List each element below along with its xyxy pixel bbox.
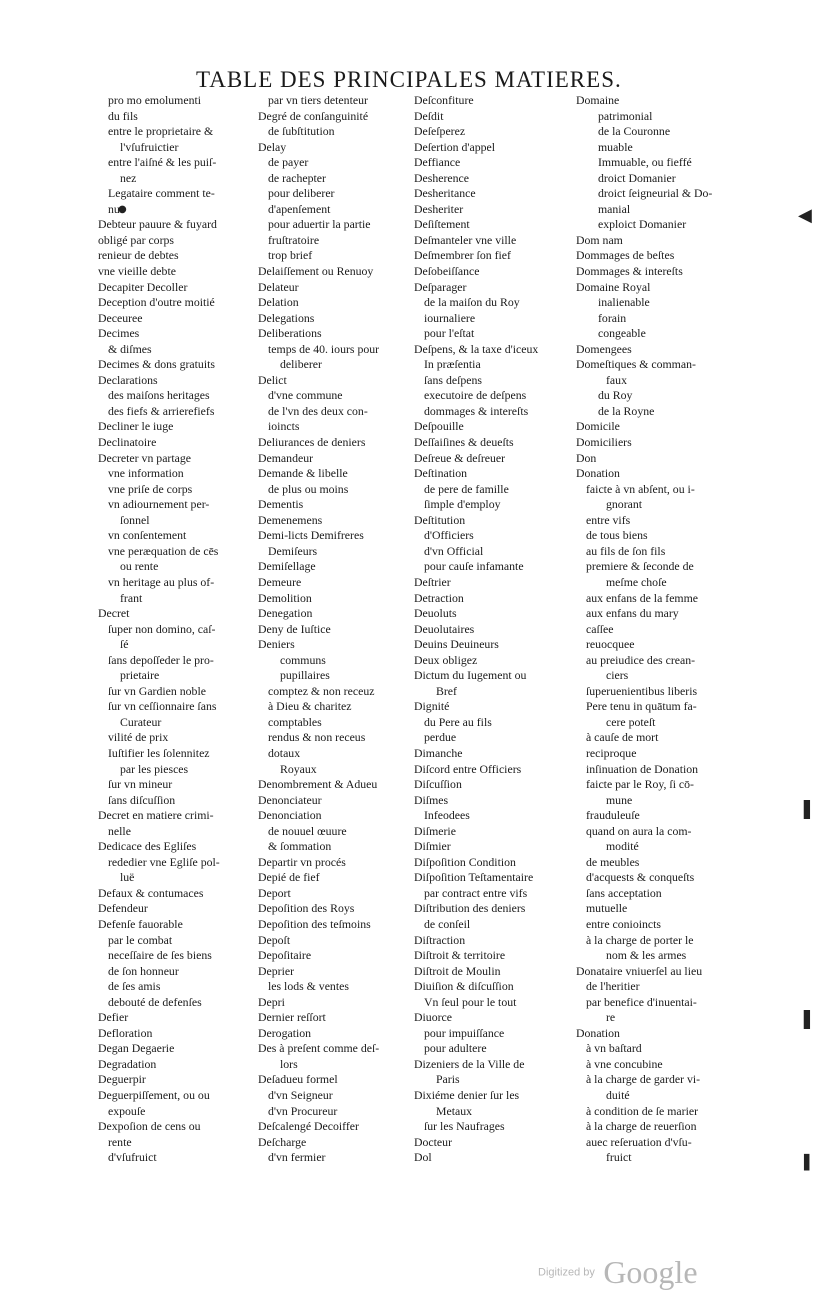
index-entry: par le combat xyxy=(108,932,173,947)
index-entry: Domengees xyxy=(576,341,632,356)
index-entry: rente xyxy=(108,1134,132,1149)
index-entry: Deſcharge xyxy=(258,1134,307,1149)
index-entry: du fils xyxy=(108,108,138,123)
index-entry: Deſiſtement xyxy=(414,217,470,232)
index-entry: nez xyxy=(120,170,137,185)
index-entry: Infeodees xyxy=(424,808,470,823)
index-entry: d'vſufruict xyxy=(108,1150,157,1165)
index-entry: par contract entre vifs xyxy=(424,885,528,900)
index-entry: ſans acceptation xyxy=(586,885,662,900)
index-entry: de l'heritier xyxy=(586,979,640,994)
index-entry: Denombrement & Adueu xyxy=(258,777,378,792)
index-entry: Demi-licts Demifreres xyxy=(258,528,364,543)
index-entry: Dizeniers de la Ville de xyxy=(414,1056,525,1071)
index-entry: Deſertion d'appel xyxy=(414,139,496,154)
index-entry: d'Officiers xyxy=(424,528,474,543)
index-entry: d'vn Official xyxy=(424,543,484,558)
index-entry: Depoſt xyxy=(258,932,291,947)
index-entry: Deſtitution xyxy=(414,512,466,527)
index-entry: pour adultere xyxy=(424,1041,487,1056)
index-entry: pro mo emolumenti xyxy=(108,93,202,107)
index-entry: ſur vn Gardien noble xyxy=(108,683,206,698)
index-entry: Domaine Royal xyxy=(576,279,651,294)
index-entry: Diſtribution des deniers xyxy=(414,901,526,916)
index-entry: comptables xyxy=(268,714,322,729)
index-entry: Diſcord entre Officiers xyxy=(414,761,522,776)
index-entry: frauduleuſe xyxy=(586,808,640,823)
index-entry: Delict xyxy=(258,372,287,387)
margin-mark-right: ▌ xyxy=(804,1155,815,1171)
index-entry: de la Royne xyxy=(598,403,655,418)
index-entry: Dommages de beſtes xyxy=(576,248,675,263)
index-entry: vn heritage au plus of- xyxy=(108,574,215,589)
index-entry: rededier vne Egliſe pol- xyxy=(108,854,220,869)
index-column-2 xyxy=(258,93,413,1166)
index-entry: ſans diſcuſſion xyxy=(108,792,176,807)
index-entry: Deny de Iuſtice xyxy=(258,621,331,636)
index-entry: de l'vn des deux con- xyxy=(268,403,368,418)
index-entry: Degradation xyxy=(98,1056,157,1071)
index-entry: Delation xyxy=(258,295,299,310)
index-entry: ſans depoſſeder le pro- xyxy=(108,652,214,667)
index-entry: Denonciation xyxy=(258,808,322,823)
index-entry: & diſmes xyxy=(108,341,152,356)
index-entry: d'acquests & conqueſts xyxy=(586,870,695,885)
index-entry: dommages & intereſts xyxy=(424,403,529,418)
index-entry: Iuſtifier les ſolennitez xyxy=(108,745,210,760)
index-entry: pour l'eſtat xyxy=(424,326,475,341)
index-entry: Delegations xyxy=(258,310,315,325)
index-entry: Declarations xyxy=(98,372,158,387)
index-entry: au fils de ſon fils xyxy=(586,543,666,558)
index-entry: aux enfans de la femme xyxy=(586,590,699,605)
index-entry: entre conioincts xyxy=(586,916,662,931)
index-entry: reuocquee xyxy=(586,637,635,652)
index-entry: quand on aura la com- xyxy=(586,823,692,838)
index-entry: Decimes xyxy=(98,326,140,341)
index-entry: ciers xyxy=(606,668,629,683)
index-entry: lors xyxy=(280,1056,298,1071)
index-entry: duité xyxy=(606,1088,630,1102)
index-entry: In præſentia xyxy=(424,357,481,372)
index-entry: Deliurances de deniers xyxy=(258,435,366,450)
index-entry: ſimple d'employ xyxy=(424,497,501,512)
index-entry: Legataire comment te- xyxy=(108,186,215,201)
index-entry: Dixiéme denier ſur les xyxy=(414,1088,520,1102)
index-entry: ſuperuenientibus liberis xyxy=(586,683,698,698)
index-entry: d'vn Procureur xyxy=(268,1103,338,1118)
index-entry: Diuorce xyxy=(414,1010,452,1025)
index-entry: Delaiſſement ou Renuoy xyxy=(258,264,374,279)
index-entry: pupillaires xyxy=(280,668,330,683)
index-entry: mune xyxy=(606,792,633,807)
index-entry: Donataire vniuerſel au lieu xyxy=(576,963,703,978)
index-entry: de pere de famille xyxy=(424,481,509,496)
index-entry: iournaliere xyxy=(424,310,476,325)
index-entry: nom & les armes xyxy=(606,948,687,963)
index-entry: Demandeur xyxy=(258,450,314,465)
index-entry: pour cauſe infamante xyxy=(424,559,524,574)
index-entry: Declinatoire xyxy=(98,435,157,450)
index-entry: Deſmanteler vne ville xyxy=(414,232,517,247)
index-entry: nelle xyxy=(108,823,131,838)
index-entry: Deprier xyxy=(258,963,295,978)
index-entry: aux enfans du mary xyxy=(586,606,679,621)
index-entry: reciproque xyxy=(586,745,637,760)
index-entry: du Pere au fils xyxy=(424,714,492,729)
index-entry: caſſee xyxy=(586,621,614,636)
index-entry: Deſconfiture xyxy=(414,93,474,107)
index-entry: Pere tenu in quātum fa- xyxy=(586,699,697,714)
index-entry: Derogation xyxy=(258,1025,312,1040)
index-entry: Debteur pauure & fuyard xyxy=(98,217,217,232)
index-entry: Don xyxy=(576,450,597,465)
index-entry: Dignité xyxy=(414,699,450,714)
index-entry: des fiefs & arrierefiefs xyxy=(108,403,215,418)
index-entry: Decret en matiere crimi- xyxy=(98,808,214,823)
index-entry: muable xyxy=(598,139,633,154)
margin-mark-right: ◀ xyxy=(798,205,812,226)
index-entry: Deport xyxy=(258,885,291,900)
index-entry: Deſpouille xyxy=(414,419,464,434)
index-entry: d'vn Seigneur xyxy=(268,1088,333,1102)
index-entry: vilité de prix xyxy=(108,730,169,745)
index-entry: trop brief xyxy=(268,248,313,263)
index-entry: modité xyxy=(606,839,639,854)
index-entry: vne vieille debte xyxy=(98,264,176,279)
index-entry: ſur les Naufrages xyxy=(424,1119,505,1134)
index-entry: à la charge de garder vi- xyxy=(586,1072,701,1087)
index-entry: faicte à vn abſent, ou i- xyxy=(586,481,695,496)
index-entry: Deſtrier xyxy=(414,574,451,589)
index-entry: de ſes amis xyxy=(108,979,161,994)
index-entry: à la charge de porter le xyxy=(586,932,694,947)
index-entry: ioincts xyxy=(268,419,300,434)
index-entry: Royaux xyxy=(280,761,317,776)
index-entry: Diſpoſition Teſtamentaire xyxy=(414,870,534,885)
index-entry: de nouuel œuure xyxy=(268,823,347,838)
index-entry: Deſadueu formel xyxy=(258,1072,338,1087)
index-entry: Degan Degaerie xyxy=(98,1041,175,1056)
index-entry: vne information xyxy=(108,466,184,481)
index-entry: d'vne commune xyxy=(268,388,343,403)
index-entry: de conſeil xyxy=(424,916,471,931)
index-entry: Deſdit xyxy=(414,108,444,123)
index-entry: fruſtratoire xyxy=(268,232,320,247)
index-entry: comptez & non receuz xyxy=(268,683,375,698)
index-entry: de tous biens xyxy=(586,528,648,543)
index-entry: par les piesces xyxy=(120,761,189,776)
index-entry: Deffiance xyxy=(414,155,461,170)
index-entry: Depoſition des Roys xyxy=(258,901,355,916)
index-entry: Diſcuſſion xyxy=(414,777,462,792)
index-entry: au preiudice des crean- xyxy=(586,652,696,667)
index-entry: à vne concubine xyxy=(586,1056,663,1071)
index-entry: des maiſons heritages xyxy=(108,388,210,403)
index-entry: Immuable, ou fieffé xyxy=(598,155,692,170)
index-entry: entre l'aiſné & les puiſ- xyxy=(108,155,217,170)
index-entry: Desheriter xyxy=(414,201,464,216)
index-entry: debouté de defenſes xyxy=(108,994,202,1009)
index-entry: Donation xyxy=(576,466,620,481)
index-entry: Deguerpir xyxy=(98,1072,146,1087)
index-entry: congeable xyxy=(598,326,646,341)
index-entry: communs xyxy=(280,652,326,667)
index-entry: manial xyxy=(598,201,631,216)
index-entry: Donation xyxy=(576,1025,620,1040)
index-entry: renieur de debtes xyxy=(98,248,179,263)
ink-mark: ● xyxy=(118,204,127,215)
index-entry: les lods & ventes xyxy=(268,979,349,994)
index-entry: du Roy xyxy=(598,388,633,403)
index-entry: à cauſe de mort xyxy=(586,730,659,745)
index-entry: de payer xyxy=(268,155,309,170)
index-entry: Deniers xyxy=(258,637,295,652)
index-entry: droict Domanier xyxy=(598,170,676,185)
index-entry: Dom nam xyxy=(576,232,623,247)
index-entry: meſme choſe xyxy=(606,574,667,589)
index-entry: Depoſition des teſmoins xyxy=(258,916,371,931)
page-title: TABLE DES PRINCIPALES MATIERES. xyxy=(196,67,622,92)
index-entry: temps de 40. iours pour xyxy=(268,341,380,356)
index-entry: ſuper non domino, caſ- xyxy=(108,621,216,636)
index-entry: pour deliberer xyxy=(268,186,335,201)
index-entry: ſé xyxy=(120,637,129,652)
index-entry: Dernier reſſort xyxy=(258,1010,326,1025)
index-entry: Dementis xyxy=(258,497,304,512)
index-entry: Diſmes xyxy=(414,792,449,807)
index-entry: dotaux xyxy=(268,745,301,760)
index-entry: Dommages & intereſts xyxy=(576,264,683,279)
index-entry: Degré de conſanguinité xyxy=(258,108,369,123)
index-entry: auec reſeruation d'vſu- xyxy=(586,1134,692,1149)
index-entry: Depié de fief xyxy=(258,870,320,885)
index-entry: executoire de deſpens xyxy=(424,388,527,403)
index-entry: Demiſellage xyxy=(258,559,316,574)
index-entry: Domiciliers xyxy=(576,435,632,450)
index-column-3 xyxy=(414,93,572,1166)
index-entry: droict ſeigneurial & Do- xyxy=(598,186,713,201)
index-entry: Demenemens xyxy=(258,512,323,527)
index-entry: gnorant xyxy=(606,497,643,512)
index-entry: Deſtination xyxy=(414,466,468,481)
index-entry: Demolition xyxy=(258,590,312,605)
index-entry: Deſreue & deſreuer xyxy=(414,450,506,465)
index-entry: entre le proprietaire & xyxy=(108,124,214,139)
index-column-4 xyxy=(576,93,734,1166)
index-entry: Deſſaiſines & deueſts xyxy=(414,435,514,450)
watermark-prefix: Digitized by xyxy=(538,1266,595,1279)
index-entry: ſans deſpens xyxy=(424,372,482,387)
index-entry: Deſcalengé Decoiffer xyxy=(258,1119,359,1134)
index-entry: cere poteſt xyxy=(606,714,656,729)
index-entry: d'apenſement xyxy=(268,201,331,216)
index-entry: à vn baſtard xyxy=(586,1041,642,1056)
margin-mark-right: ▌ xyxy=(804,800,816,819)
digitized-watermark xyxy=(538,1254,698,1291)
index-entry: de ſon honneur xyxy=(108,963,179,978)
index-entry: Desheritance xyxy=(414,186,476,201)
index-entry: Deceuree xyxy=(98,310,143,325)
index-entry: Delateur xyxy=(258,279,299,294)
index-entry: de rachepter xyxy=(268,170,326,185)
index-entry: à condition de ſe marier xyxy=(586,1103,699,1118)
index-entry: Desherence xyxy=(414,170,470,185)
index-entry: Paris xyxy=(436,1072,460,1087)
index-entry: Domeſtiques & comman- xyxy=(576,357,696,372)
index-entry: rendus & non receus xyxy=(268,730,366,745)
index-entry: re xyxy=(606,1010,616,1025)
index-entry: Diſmier xyxy=(414,839,451,854)
index-entry: ſonnel xyxy=(120,512,150,527)
index-entry: faicte par le Roy, ſi cō- xyxy=(586,777,694,792)
index-entry: exploict Domanier xyxy=(598,217,687,232)
index-entry: à Dieu & charitez xyxy=(268,699,352,714)
index-entry: Diſtroit & territoire xyxy=(414,948,506,963)
index-entry: Decliner le iuge xyxy=(98,419,174,434)
index-entry: Dictum du Iugement ou xyxy=(414,668,527,683)
index-entry: Deſeſperez xyxy=(414,124,466,139)
index-entry: Vn ſeul pour le tout xyxy=(424,994,517,1009)
index-entry: Defenſe fauorable xyxy=(98,916,183,931)
index-entry: Domicile xyxy=(576,419,620,434)
index-entry: Dimanche xyxy=(414,745,463,760)
index-entry: Decreter vn partage xyxy=(98,450,192,465)
index-entry: à la charge de reuerſion xyxy=(586,1119,697,1134)
index-entry: pour aduertir la partie xyxy=(268,217,371,232)
index-entry: Demiſeurs xyxy=(268,543,318,558)
index-entry: ſur vn ceſſionnaire ſans xyxy=(108,699,217,714)
index-entry: inalienable xyxy=(598,295,650,310)
margin-mark-right: ▌ xyxy=(804,1010,816,1029)
index-column-1 xyxy=(98,93,250,1166)
index-entry: frant xyxy=(120,590,143,605)
index-entry: patrimonial xyxy=(598,108,653,123)
index-entry: ſur vn mineur xyxy=(108,777,173,792)
index-entry: pour impuiſſance xyxy=(424,1025,505,1040)
index-entry: luë xyxy=(120,870,135,885)
index-entry: Diuiſion & diſcuſſion xyxy=(414,979,514,994)
index-entry: entre vifs xyxy=(586,512,631,527)
index-entry: vne peræquation de cēs xyxy=(108,543,219,558)
index-entry: Decapiter Decoller xyxy=(98,279,188,294)
index-entry: Deſobeiſſance xyxy=(414,264,480,279)
index-entry: Dol xyxy=(414,1150,432,1165)
index-entry: Denonciateur xyxy=(258,792,322,807)
index-entry: l'vſufruictier xyxy=(120,139,179,154)
index-entry: Deuoluts xyxy=(414,606,457,621)
index-entry: de plus ou moins xyxy=(268,481,349,496)
index-entry: par vn tiers detenteur xyxy=(268,93,368,107)
index-entry: fruict xyxy=(606,1150,632,1165)
index-entry: Depoſitaire xyxy=(258,948,312,963)
index-entry: vn conſentement xyxy=(108,528,187,543)
index-entry: mutuelle xyxy=(586,901,628,916)
index-entry: & ſommation xyxy=(268,839,332,854)
index-entry: Delay xyxy=(258,139,287,154)
index-entry: de la Couronne xyxy=(598,124,671,139)
index-entry: Dedicace des Egliſes xyxy=(98,839,197,854)
index-entry: vne priſe de corps xyxy=(108,481,193,496)
index-entry: Diſpoſition Condition xyxy=(414,854,516,869)
index-entry: obligé par corps xyxy=(98,232,175,247)
index-entry: Deux obligez xyxy=(414,652,478,667)
index-entry: faux xyxy=(606,372,627,387)
index-entry: Deuolutaires xyxy=(414,621,475,636)
index-entry: Des à preſent comme deſ- xyxy=(258,1041,380,1056)
index-entry: Deſmembrer ſon fief xyxy=(414,248,511,263)
index-entry: Docteur xyxy=(414,1134,452,1149)
index-entry: ou rente xyxy=(120,559,159,574)
index-entry: Diſtraction xyxy=(414,932,466,947)
index-entry: Deſpens, & la taxe d'iceux xyxy=(414,341,539,356)
index-entry: Deception d'outre moitié xyxy=(98,295,215,310)
index-entry: Diſmerie xyxy=(414,823,456,838)
index-entry: Defier xyxy=(98,1010,129,1025)
index-entry: forain xyxy=(598,310,627,325)
index-entry: Depri xyxy=(258,994,285,1009)
index-entry: inſinuation de Donation xyxy=(586,761,699,776)
index-entry: neceſſaire de ſes biens xyxy=(108,948,212,963)
index-entry: Decimes & dons gratuits xyxy=(98,357,215,372)
index-entry: Deguerpiſſement, ou ou xyxy=(98,1088,210,1102)
index-entry: Curateur xyxy=(120,714,162,729)
index-entry: nu xyxy=(108,201,120,216)
index-entry: Deliberations xyxy=(258,326,322,341)
index-entry: Deſparager xyxy=(414,279,467,294)
index-entry: vn adiournement per- xyxy=(108,497,210,512)
index-entry: Defloration xyxy=(98,1025,153,1040)
index-entry: Metaux xyxy=(436,1103,473,1118)
index-entry: Detraction xyxy=(414,590,464,605)
index-entry: Denegation xyxy=(258,606,313,621)
index-entry: Defendeur xyxy=(98,901,148,916)
index-entry: Demeure xyxy=(258,574,302,589)
index-entry: prietaire xyxy=(120,668,160,683)
index-entry: Deuins Deuineurs xyxy=(414,637,499,652)
index-entry: de meubles xyxy=(586,854,640,869)
index-entry: expouſe xyxy=(108,1103,146,1118)
index-entry: d'vn fermier xyxy=(268,1150,326,1165)
index-entry: de la maiſon du Roy xyxy=(424,295,520,310)
index-entry: Demande & libelle xyxy=(258,466,348,481)
google-logo: Google xyxy=(603,1254,698,1290)
index-entry: Bref xyxy=(436,683,457,698)
index-entry: Defaux & contumaces xyxy=(98,885,204,900)
index-entry: Domaine xyxy=(576,93,620,107)
index-entry: premiere & ſeconde de xyxy=(586,559,694,574)
index-entry: deliberer xyxy=(280,357,322,372)
index-entry: de ſubſtitution xyxy=(268,124,335,139)
index-entry: Diſtroit de Moulin xyxy=(414,963,501,978)
index-entry: perdue xyxy=(424,730,457,745)
index-entry: Departir vn procés xyxy=(258,854,346,869)
index-entry: Decret xyxy=(98,606,130,621)
index-entry: par benefice d'inuentai- xyxy=(586,994,697,1009)
index-entry: Dexpoſion de cens ou xyxy=(98,1119,201,1134)
